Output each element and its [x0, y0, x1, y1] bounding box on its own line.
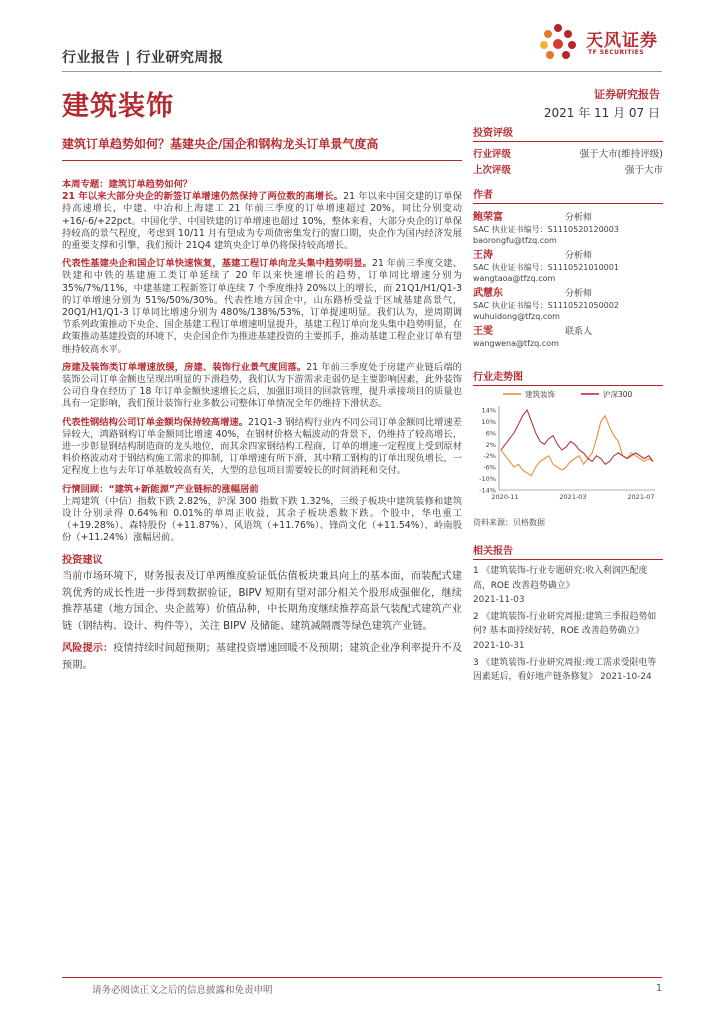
paragraph-steel [62, 417, 462, 478]
y-tick-label: -2% [483, 452, 496, 461]
y-tick-label: 2% [485, 440, 496, 449]
legend-label: 建筑装饰 [525, 390, 555, 399]
rating-row-current [473, 145, 663, 161]
x-tick-label: 2021-07 [627, 493, 655, 501]
rating-row-previous [473, 161, 663, 177]
related-heading: 相关报告 [473, 542, 663, 560]
analyst-card [473, 250, 663, 284]
analyst-role: 分析师 [565, 213, 593, 223]
trend-heading: 行业走势图 [473, 368, 663, 386]
report-date: 2021 年 11 月 07 日 [543, 106, 660, 120]
related-date: 2021-11-03 [473, 595, 525, 606]
authors-panel [473, 186, 663, 353]
analyst-card [473, 326, 663, 349]
x-tick-label: 2020-11 [491, 493, 519, 501]
topic-heading: 本周专题：建筑订单趋势如何？ [62, 179, 193, 190]
analyst-role: 联系人 [565, 327, 593, 337]
footer-divider [62, 977, 662, 978]
footer-disclaimer: 请务必阅读正文之后的信息披露和免责申明 [92, 985, 273, 996]
p3-lead: 房建及装饰类订单增速放缓，房建、装饰行业景气度回落。 [62, 361, 307, 373]
series-line [501, 416, 653, 476]
p1-body: 21 年以来中国交建的订单保持高速增长，中建、中冶和上海建工 21 年前三季度的订单增速超过 20%，同比分别变动+16/-6/+22pct。中国化学、中国铁建的订单增速也超过 10%，整体来看，大部分央企的订单保持较高的景气程度，考虑到 10/11 月有望成为专项债密集发行的窗口期，央企作为国内经济发展的重要支撑和引擎，我们预计 21Q4 建筑央企订单仍将保持较高增长。 [62, 191, 462, 252]
trend-panel [473, 368, 663, 386]
header-divider [62, 71, 662, 72]
p5-lead: 行情回顾：“建筑+新能源”产业链标的涨幅居前 [62, 483, 259, 495]
related-item[interactable] [473, 564, 663, 608]
industry-title: 建筑装饰 [62, 91, 174, 122]
report-title: 建筑订单趋势如何？基建央企/国企和钢构龙头订单景气度高 [62, 137, 379, 151]
report-kind: 证券研究报告 [594, 88, 660, 101]
related-title[interactable]: 1 《建筑装饰-行业专题研究:收入利润匹配度高，ROE 改善趋势确立》 [473, 566, 648, 591]
rating-value: 强于大市 [624, 165, 663, 176]
analyst-card [473, 212, 663, 246]
topic-paragraph [62, 179, 462, 252]
title-divider [62, 160, 462, 161]
main-body [62, 179, 462, 680]
invest-heading: 投资建议 [62, 554, 103, 566]
risk-body: 疫情持续时间超预期；基建投资增速回暖不及预期；建筑企业净利率提升不及预期。 [62, 643, 463, 671]
logo-english: TF SECURITIES [588, 49, 645, 56]
invest-body: 当前市场环境下，财务报表及订单两维度验证低估值板块兼具向上的基本面，而装配式建筑优秀的成长性进一步得到数据验证，BIPV 短期有望对部分相关个股形成强催化，继续推荐基建（地方国企、央企蓝筹）价值品种，中长期角度继续推荐高景气装配式建筑产业链（钢结构、设计、构件等），关注 BIPV 及储能、建筑减隔震等绿色建筑产业链。 [62, 571, 462, 632]
analyst-role: 分析师 [565, 289, 593, 299]
analyst-role: 分析师 [565, 251, 593, 261]
chart-source: 资料来源：贝格数据 [473, 518, 545, 527]
analyst-email[interactable]: wuhuidong@tfzq.com [473, 312, 560, 321]
analyst-sac: SAC 执业证书编号：S1110520120003 [473, 225, 619, 234]
series-line [501, 410, 653, 464]
analyst-name: 鲍荣富 [473, 212, 503, 223]
p2-body: 21 年前三季度交建、铁建和中铁的基建施工类订单延续了 20 年以来快速增长的趋势，订单同比增速分别为 35%/7%/11%，中建基建工程新签订单连续 7 个季度维持 20%以上的增长，而 21Q1/H1/Q1-3 的订单增速分别为 51%/50%/30%。代表性地方国企中，山东路桥受益于区域基建高景气，20Q1/H1/Q1-3 订单同比增速分别为 480%/138%/53%，订单提速明显。我们认为，逆周期调节系列政策推动下央企、国企基建工程订单增速明显提升，基建工程订单向龙头集中趋势明显，在政策推动基建投资的环境下，央企国企作为推进基建投资的主要抓手，推动基建工程企业订单有望维持较高水平。 [62, 258, 462, 355]
related-title[interactable]: 3 《建筑装饰-行业研究周报:竣工需求受限电等因素延后，看好地产链条修复》 [473, 657, 657, 683]
company-logo [536, 20, 696, 66]
paragraph-infrastructure [62, 258, 462, 356]
logo-mark-icon [536, 20, 580, 64]
rating-label: 上次评级 [473, 165, 512, 176]
related-panel [473, 542, 663, 685]
related-item[interactable] [473, 656, 663, 685]
y-tick-label: -10% [479, 475, 496, 484]
analyst-email[interactable]: wangwena@tfzq.com [473, 339, 559, 348]
risk-lead: 风险提示： [62, 643, 114, 655]
p4-body: 21Q1-3 钢结构行业内不同公司订单金额同比增速差异较大，鸿路钢构订单金额同比增速 40%，在钢材价格大幅波动的背景下，仍维持了较高增长，进一步彰显钢结构制造商的龙头地位，而其余四家钢结构工程商，订单的增速一定程度上受到原材料价格波动对于钢结构施工需求的抑制，订单增速有所下滑，其中精工钢构的订单出现负增长，一定程度上也与去年订单基数较高有关，大型的总包项目需要较长的时间消耗和交付。 [62, 416, 462, 477]
related-date: 2021-10-24 [600, 672, 652, 683]
analyst-name: 王雯 [473, 326, 493, 337]
page-number: 1 [655, 983, 662, 994]
related-item[interactable] [473, 610, 663, 654]
rating-heading: 投资评级 [473, 124, 663, 142]
trend-chart [473, 386, 663, 506]
analyst-card [473, 288, 663, 322]
y-tick-label: -14% [479, 486, 496, 495]
y-tick-label: -6% [483, 463, 496, 472]
analyst-sac: SAC 执业证书编号：S1110521010001 [473, 263, 619, 272]
analyst-name: 武慧东 [473, 288, 503, 299]
rating-label: 行业评级 [473, 149, 512, 160]
paragraph-decoration [62, 362, 462, 411]
analyst-name: 王涛 [473, 250, 493, 261]
rating-value: 强于大市(维持评级) [579, 149, 663, 160]
logo-name: 天风证券 [586, 31, 658, 51]
trend-chart-svg [473, 386, 663, 506]
related-title[interactable]: 2 《建筑装饰-行业研究周报:建筑三季报趋势如何? 基本面持续好转，ROE 改善趋势确立》 [473, 611, 657, 637]
x-tick-label: 2021-03 [559, 493, 587, 501]
related-date: 2021-10-31 [473, 640, 525, 651]
analyst-sac: SAC 执业证书编号：S1110521050002 [473, 301, 619, 310]
analyst-email[interactable]: wangtaoa@tfzq.com [473, 274, 556, 283]
report-category: 行业报告 | 行业研究周报 [62, 50, 224, 66]
analyst-email[interactable]: baorongfu@tfzq.com [473, 236, 557, 245]
p5-body: 上周建筑（中信）指数下跌 2.82%，沪深 300 指数下跌 1.32%，三级子板块中建筑装修和建筑设计分别录得 0.64%和 0.01%的单周正收益，其余子板块悉数下跌。个股中，华电重工（+19.28%）、森特股份（+11.87%）、风语筑（+11.76%）、锋尚文化（+11.54%）、岭南股份（+11.24%）涨幅居前。 [62, 495, 462, 544]
legend-label: 沪深300 [603, 390, 633, 399]
authors-heading: 作者 [473, 186, 663, 204]
rating-panel [473, 124, 663, 177]
p3-body: 21 年前三季度处于房建产业链后端的装饰公司订单金额也呈现出明显的下滑趋势，我们认为下游需求走弱仍是主要影响因素，此外装饰公司自身在经历了 18 年订单金额快速增长之后，加强旧项目的回款管理，提升承接项目的质量也具有一定影响，我们预计装饰行业多数公司整体订单情况全年仍维持下滑状态。 [62, 361, 462, 410]
paragraph-invest [62, 553, 462, 636]
p1-lead: 21 年以来大部分央企的新签订单增速仍然保持了两位数的高增长。 [62, 191, 344, 203]
paragraph-risk [62, 641, 462, 674]
p2-lead: 代表性基建央企和国企订单快速恢复，基建工程订单向龙头集中趋势明显。 [62, 258, 373, 270]
y-tick-label: 14% [481, 406, 496, 415]
p4-lead: 代表性钢结构公司订单金额均保持较高增速。 [62, 416, 248, 428]
y-tick-label: 6% [485, 429, 496, 438]
y-tick-label: 10% [481, 417, 496, 426]
paragraph-market [62, 484, 462, 545]
